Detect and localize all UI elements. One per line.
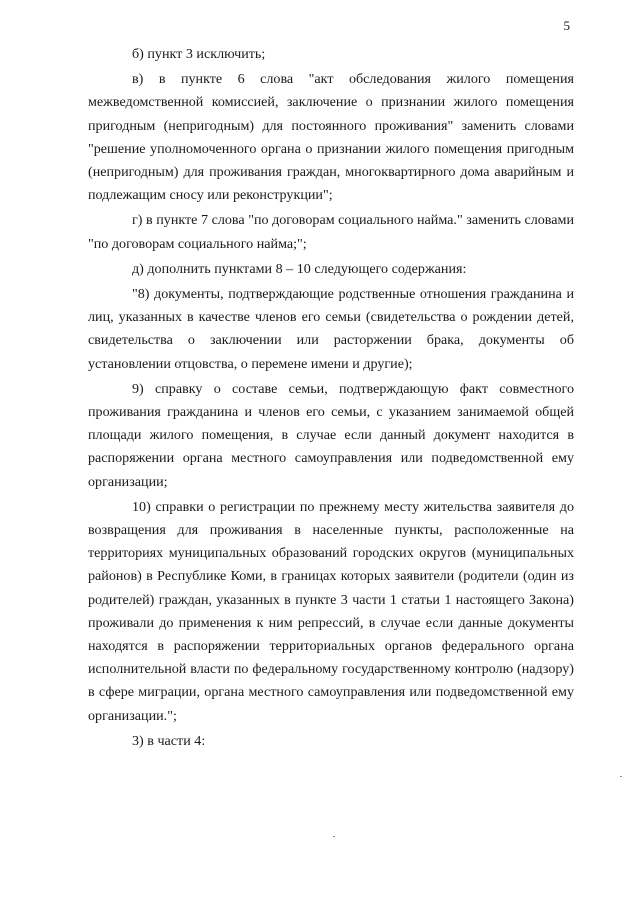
page-number: 5 (563, 18, 570, 33)
paragraph-item-d: д) дополнить пунктами 8 – 10 следующего содержания: (132, 260, 467, 277)
scan-dot (333, 836, 335, 837)
paragraph-point-8: "8) документы, подтверждающие родственные отношения гражданина и лиц, указанных в качестве членов его семьи (свидетельства о рождении детей, свидетельства о заключении или расторжении брака, документы об установлении отцовства, о перемене имени и другие); (88, 286, 574, 372)
scan-dot (620, 776, 622, 777)
paragraph-part-4: 3) в части 4: (132, 732, 206, 749)
paragraph-point-9: 9) справку о составе семьи, подтверждающую факт совместного проживания гражданина и членов его семьи, с указанием занимаемой общей площади жилого помещения, в случае если данный документ находится в распоряжении органа местного самоуправления или подведомственной ему организации; (88, 380, 574, 490)
document-body (88, 43, 574, 753)
paragraph-item-g: г) в пункте 7 слова "по договорам социального найма." заменить словами "по договорам социального найма;"; (88, 212, 574, 252)
paragraph-item-b: б) пункт 3 исключить; (132, 46, 266, 62)
paragraph-item-v: в) в пункте 6 слова "акт обследования жилого помещения межведомственной комиссией, заключение о признании жилого помещения пригодным (непригодным) для постоянного проживания" заменить словами "решение уполномоченного органа о признании жилого помещения пригодным (непригодным) для проживания граждан, многоквартирного дома аварийным и подлежащим сносу или реконструкции"; (88, 71, 574, 204)
paragraph-point-10: 10) справки о регистрации по прежнему месту жительства заявителя до возвращения для проживания в населенные пункты, расположенные на территориях муниципальных образований городских округов (муниципальных районов) в Республике Коми, в границах которых заявители (родители (один из родителей) граждан, указанных в пункте 3 части 1 статьи 1 настоящего Закона) проживали до применения к ним репрессий, в случае если данные документы находятся в распоряжении территориальных органов федерального органа исполнительной власти по федеральному государственному контролю (надзору) в сфере миграции, органа местного самоуправления или подведомственной ему организации."; (88, 498, 574, 724)
